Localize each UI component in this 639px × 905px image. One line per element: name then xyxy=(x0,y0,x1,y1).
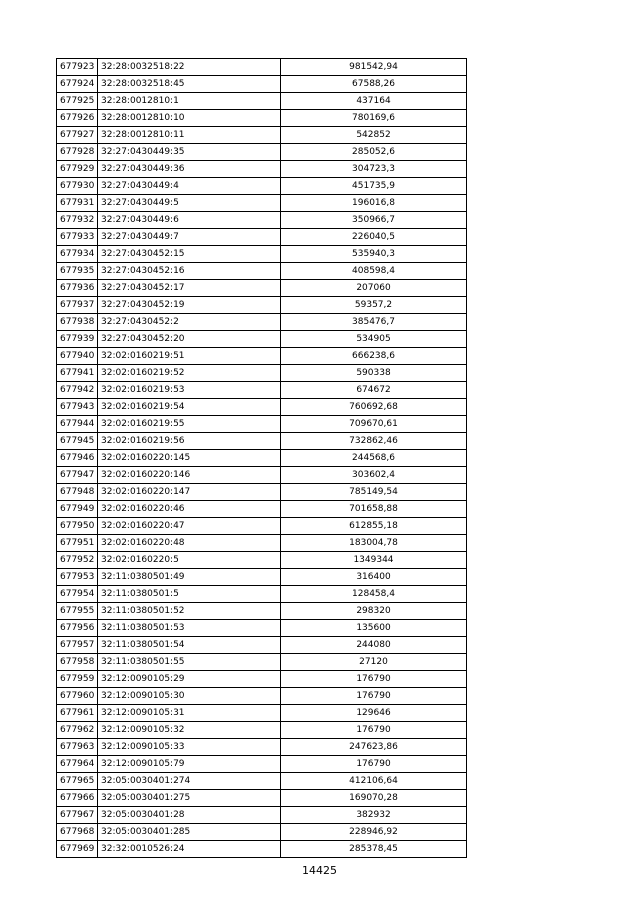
value-cell: 176790 xyxy=(281,722,467,739)
row-id-cell: 677947 xyxy=(57,467,98,484)
row-id-cell: 677956 xyxy=(57,620,98,637)
value-cell: 244080 xyxy=(281,637,467,654)
value-cell: 542852 xyxy=(281,127,467,144)
table-row xyxy=(57,484,467,501)
cadastral-number-cell: 32:27:0430452:19 xyxy=(98,297,281,314)
row-id-cell: 677942 xyxy=(57,382,98,399)
value-cell: 183004,78 xyxy=(281,535,467,552)
value-cell: 437164 xyxy=(281,93,467,110)
value-cell: 535940,3 xyxy=(281,246,467,263)
value-cell: 590338 xyxy=(281,365,467,382)
table-row xyxy=(57,654,467,671)
row-id-cell: 677948 xyxy=(57,484,98,501)
table-row xyxy=(57,705,467,722)
table-row xyxy=(57,127,467,144)
value-cell: 176790 xyxy=(281,671,467,688)
row-id-cell: 677954 xyxy=(57,586,98,603)
value-cell: 382932 xyxy=(281,807,467,824)
row-id-cell: 677931 xyxy=(57,195,98,212)
value-cell: 244568,6 xyxy=(281,450,467,467)
cadastral-number-cell: 32:27:0430452:16 xyxy=(98,263,281,280)
cadastral-number-cell: 32:12:0090105:33 xyxy=(98,739,281,756)
row-id-cell: 677955 xyxy=(57,603,98,620)
table-row xyxy=(57,246,467,263)
cadastral-number-cell: 32:27:0430449:6 xyxy=(98,212,281,229)
value-cell: 709670,61 xyxy=(281,416,467,433)
cadastral-number-cell: 32:27:0430452:17 xyxy=(98,280,281,297)
row-id-cell: 677934 xyxy=(57,246,98,263)
value-cell: 534905 xyxy=(281,331,467,348)
value-cell: 196016,8 xyxy=(281,195,467,212)
table-row xyxy=(57,195,467,212)
cadastral-number-cell: 32:12:0090105:79 xyxy=(98,756,281,773)
cadastral-number-cell: 32:02:0160219:53 xyxy=(98,382,281,399)
table-row xyxy=(57,671,467,688)
table-row xyxy=(57,790,467,807)
value-cell: 732862,46 xyxy=(281,433,467,450)
table-row xyxy=(57,501,467,518)
value-cell: 785149,54 xyxy=(281,484,467,501)
value-cell: 176790 xyxy=(281,688,467,705)
table-row xyxy=(57,110,467,127)
value-cell: 304723,3 xyxy=(281,161,467,178)
cadastral-number-cell: 32:11:0380501:54 xyxy=(98,637,281,654)
row-id-cell: 677943 xyxy=(57,399,98,416)
cadastral-number-cell: 32:12:0090105:29 xyxy=(98,671,281,688)
value-cell: 412106,64 xyxy=(281,773,467,790)
table-row xyxy=(57,280,467,297)
table-row xyxy=(57,739,467,756)
row-id-cell: 677959 xyxy=(57,671,98,688)
table-row xyxy=(57,756,467,773)
cadastral-number-cell: 32:02:0160219:51 xyxy=(98,348,281,365)
table-row xyxy=(57,212,467,229)
table-row xyxy=(57,586,467,603)
cadastral-number-cell: 32:27:0430449:7 xyxy=(98,229,281,246)
row-id-cell: 677960 xyxy=(57,688,98,705)
row-id-cell: 677945 xyxy=(57,433,98,450)
row-id-cell: 677946 xyxy=(57,450,98,467)
value-cell: 780169,6 xyxy=(281,110,467,127)
value-cell: 285052,6 xyxy=(281,144,467,161)
table-row xyxy=(57,348,467,365)
cadastral-number-cell: 32:27:0430452:2 xyxy=(98,314,281,331)
table-row xyxy=(57,365,467,382)
row-id-cell: 677965 xyxy=(57,773,98,790)
row-id-cell: 677957 xyxy=(57,637,98,654)
page-number: 14425 xyxy=(302,864,337,877)
cadastral-number-cell: 32:02:0160220:145 xyxy=(98,450,281,467)
row-id-cell: 677929 xyxy=(57,161,98,178)
table-row xyxy=(57,773,467,790)
cadastral-number-cell: 32:28:0012810:1 xyxy=(98,93,281,110)
row-id-cell: 677939 xyxy=(57,331,98,348)
value-cell: 303602,4 xyxy=(281,467,467,484)
cadastral-number-cell: 32:32:0010526:24 xyxy=(98,841,281,858)
cadastral-number-cell: 32:11:0380501:55 xyxy=(98,654,281,671)
table-row xyxy=(57,93,467,110)
row-id-cell: 677938 xyxy=(57,314,98,331)
cadastral-number-cell: 32:02:0160219:56 xyxy=(98,433,281,450)
row-id-cell: 677933 xyxy=(57,229,98,246)
table-row xyxy=(57,263,467,280)
value-cell: 67588,26 xyxy=(281,76,467,93)
row-id-cell: 677949 xyxy=(57,501,98,518)
value-cell: 228946,92 xyxy=(281,824,467,841)
value-cell: 760692,68 xyxy=(281,399,467,416)
cadastral-number-cell: 32:11:0380501:53 xyxy=(98,620,281,637)
cadastral-number-cell: 32:05:0030401:274 xyxy=(98,773,281,790)
table-row xyxy=(57,467,467,484)
row-id-cell: 677925 xyxy=(57,93,98,110)
table-row xyxy=(57,824,467,841)
cadastral-number-cell: 32:02:0160220:146 xyxy=(98,467,281,484)
table-row xyxy=(57,722,467,739)
value-cell: 408598,4 xyxy=(281,263,467,280)
table-row xyxy=(57,518,467,535)
row-id-cell: 677969 xyxy=(57,841,98,858)
cadastral-number-cell: 32:11:0380501:5 xyxy=(98,586,281,603)
value-cell: 350966,7 xyxy=(281,212,467,229)
table-row xyxy=(57,144,467,161)
row-id-cell: 677963 xyxy=(57,739,98,756)
row-id-cell: 677968 xyxy=(57,824,98,841)
row-id-cell: 677961 xyxy=(57,705,98,722)
row-id-cell: 677962 xyxy=(57,722,98,739)
cadastral-number-cell: 32:27:0430452:20 xyxy=(98,331,281,348)
row-id-cell: 677941 xyxy=(57,365,98,382)
row-id-cell: 677951 xyxy=(57,535,98,552)
cadastral-number-cell: 32:12:0090105:31 xyxy=(98,705,281,722)
table-row xyxy=(57,178,467,195)
row-id-cell: 677936 xyxy=(57,280,98,297)
table-row xyxy=(57,382,467,399)
table-row xyxy=(57,841,467,858)
table-row xyxy=(57,535,467,552)
cadastral-number-cell: 32:02:0160220:46 xyxy=(98,501,281,518)
cadastral-number-cell: 32:02:0160219:55 xyxy=(98,416,281,433)
cadastral-number-cell: 32:28:0032518:22 xyxy=(98,59,281,76)
table-row xyxy=(57,450,467,467)
row-id-cell: 677927 xyxy=(57,127,98,144)
table-row xyxy=(57,229,467,246)
cadastral-number-cell: 32:02:0160219:54 xyxy=(98,399,281,416)
cadastral-number-cell: 32:27:0430449:35 xyxy=(98,144,281,161)
table-row xyxy=(57,399,467,416)
table-row xyxy=(57,416,467,433)
value-cell: 169070,28 xyxy=(281,790,467,807)
value-cell: 285378,45 xyxy=(281,841,467,858)
table-row xyxy=(57,59,467,76)
cadastral-number-cell: 32:02:0160220:48 xyxy=(98,535,281,552)
value-cell: 666238,6 xyxy=(281,348,467,365)
cadastral-number-cell: 32:28:0012810:10 xyxy=(98,110,281,127)
cadastral-value-table xyxy=(56,58,467,858)
cadastral-number-cell: 32:27:0430449:4 xyxy=(98,178,281,195)
value-cell: 176790 xyxy=(281,756,467,773)
value-cell: 226040,5 xyxy=(281,229,467,246)
table-row xyxy=(57,161,467,178)
table-row xyxy=(57,620,467,637)
row-id-cell: 677926 xyxy=(57,110,98,127)
row-id-cell: 677935 xyxy=(57,263,98,280)
cadastral-number-cell: 32:12:0090105:30 xyxy=(98,688,281,705)
value-cell: 385476,7 xyxy=(281,314,467,331)
value-cell: 701658,88 xyxy=(281,501,467,518)
row-id-cell: 677953 xyxy=(57,569,98,586)
table-row xyxy=(57,76,467,93)
cadastral-number-cell: 32:05:0030401:275 xyxy=(98,790,281,807)
row-id-cell: 677932 xyxy=(57,212,98,229)
value-cell: 981542,94 xyxy=(281,59,467,76)
table-row xyxy=(57,807,467,824)
table-row xyxy=(57,331,467,348)
cadastral-number-cell: 32:27:0430452:15 xyxy=(98,246,281,263)
table-row xyxy=(57,637,467,654)
row-id-cell: 677923 xyxy=(57,59,98,76)
row-id-cell: 677924 xyxy=(57,76,98,93)
value-cell: 316400 xyxy=(281,569,467,586)
cadastral-number-cell: 32:28:0012810:11 xyxy=(98,127,281,144)
value-cell: 674672 xyxy=(281,382,467,399)
value-cell: 247623,86 xyxy=(281,739,467,756)
cadastral-number-cell: 32:11:0380501:52 xyxy=(98,603,281,620)
value-cell: 1349344 xyxy=(281,552,467,569)
cadastral-number-cell: 32:05:0030401:28 xyxy=(98,807,281,824)
table-row xyxy=(57,433,467,450)
value-cell: 128458,4 xyxy=(281,586,467,603)
table-row xyxy=(57,314,467,331)
row-id-cell: 677928 xyxy=(57,144,98,161)
value-cell: 135600 xyxy=(281,620,467,637)
table-row xyxy=(57,603,467,620)
value-cell: 27120 xyxy=(281,654,467,671)
table-row xyxy=(57,688,467,705)
row-id-cell: 677944 xyxy=(57,416,98,433)
value-cell: 298320 xyxy=(281,603,467,620)
cadastral-number-cell: 32:02:0160220:147 xyxy=(98,484,281,501)
row-id-cell: 677958 xyxy=(57,654,98,671)
cadastral-number-cell: 32:12:0090105:32 xyxy=(98,722,281,739)
row-id-cell: 677950 xyxy=(57,518,98,535)
cadastral-number-cell: 32:02:0160220:47 xyxy=(98,518,281,535)
row-id-cell: 677966 xyxy=(57,790,98,807)
cadastral-number-cell: 32:27:0430449:5 xyxy=(98,195,281,212)
cadastral-number-cell: 32:05:0030401:285 xyxy=(98,824,281,841)
value-cell: 129646 xyxy=(281,705,467,722)
value-cell: 451735,9 xyxy=(281,178,467,195)
row-id-cell: 677952 xyxy=(57,552,98,569)
table-row xyxy=(57,297,467,314)
row-id-cell: 677967 xyxy=(57,807,98,824)
cadastral-number-cell: 32:02:0160220:5 xyxy=(98,552,281,569)
row-id-cell: 677940 xyxy=(57,348,98,365)
value-cell: 59357,2 xyxy=(281,297,467,314)
cadastral-number-cell: 32:28:0032518:45 xyxy=(98,76,281,93)
row-id-cell: 677937 xyxy=(57,297,98,314)
cadastral-number-cell: 32:11:0380501:49 xyxy=(98,569,281,586)
table-row xyxy=(57,569,467,586)
value-cell: 207060 xyxy=(281,280,467,297)
table-row xyxy=(57,552,467,569)
cadastral-number-cell: 32:27:0430449:36 xyxy=(98,161,281,178)
cadastral-number-cell: 32:02:0160219:52 xyxy=(98,365,281,382)
table-body xyxy=(57,59,467,858)
row-id-cell: 677930 xyxy=(57,178,98,195)
row-id-cell: 677964 xyxy=(57,756,98,773)
value-cell: 612855,18 xyxy=(281,518,467,535)
